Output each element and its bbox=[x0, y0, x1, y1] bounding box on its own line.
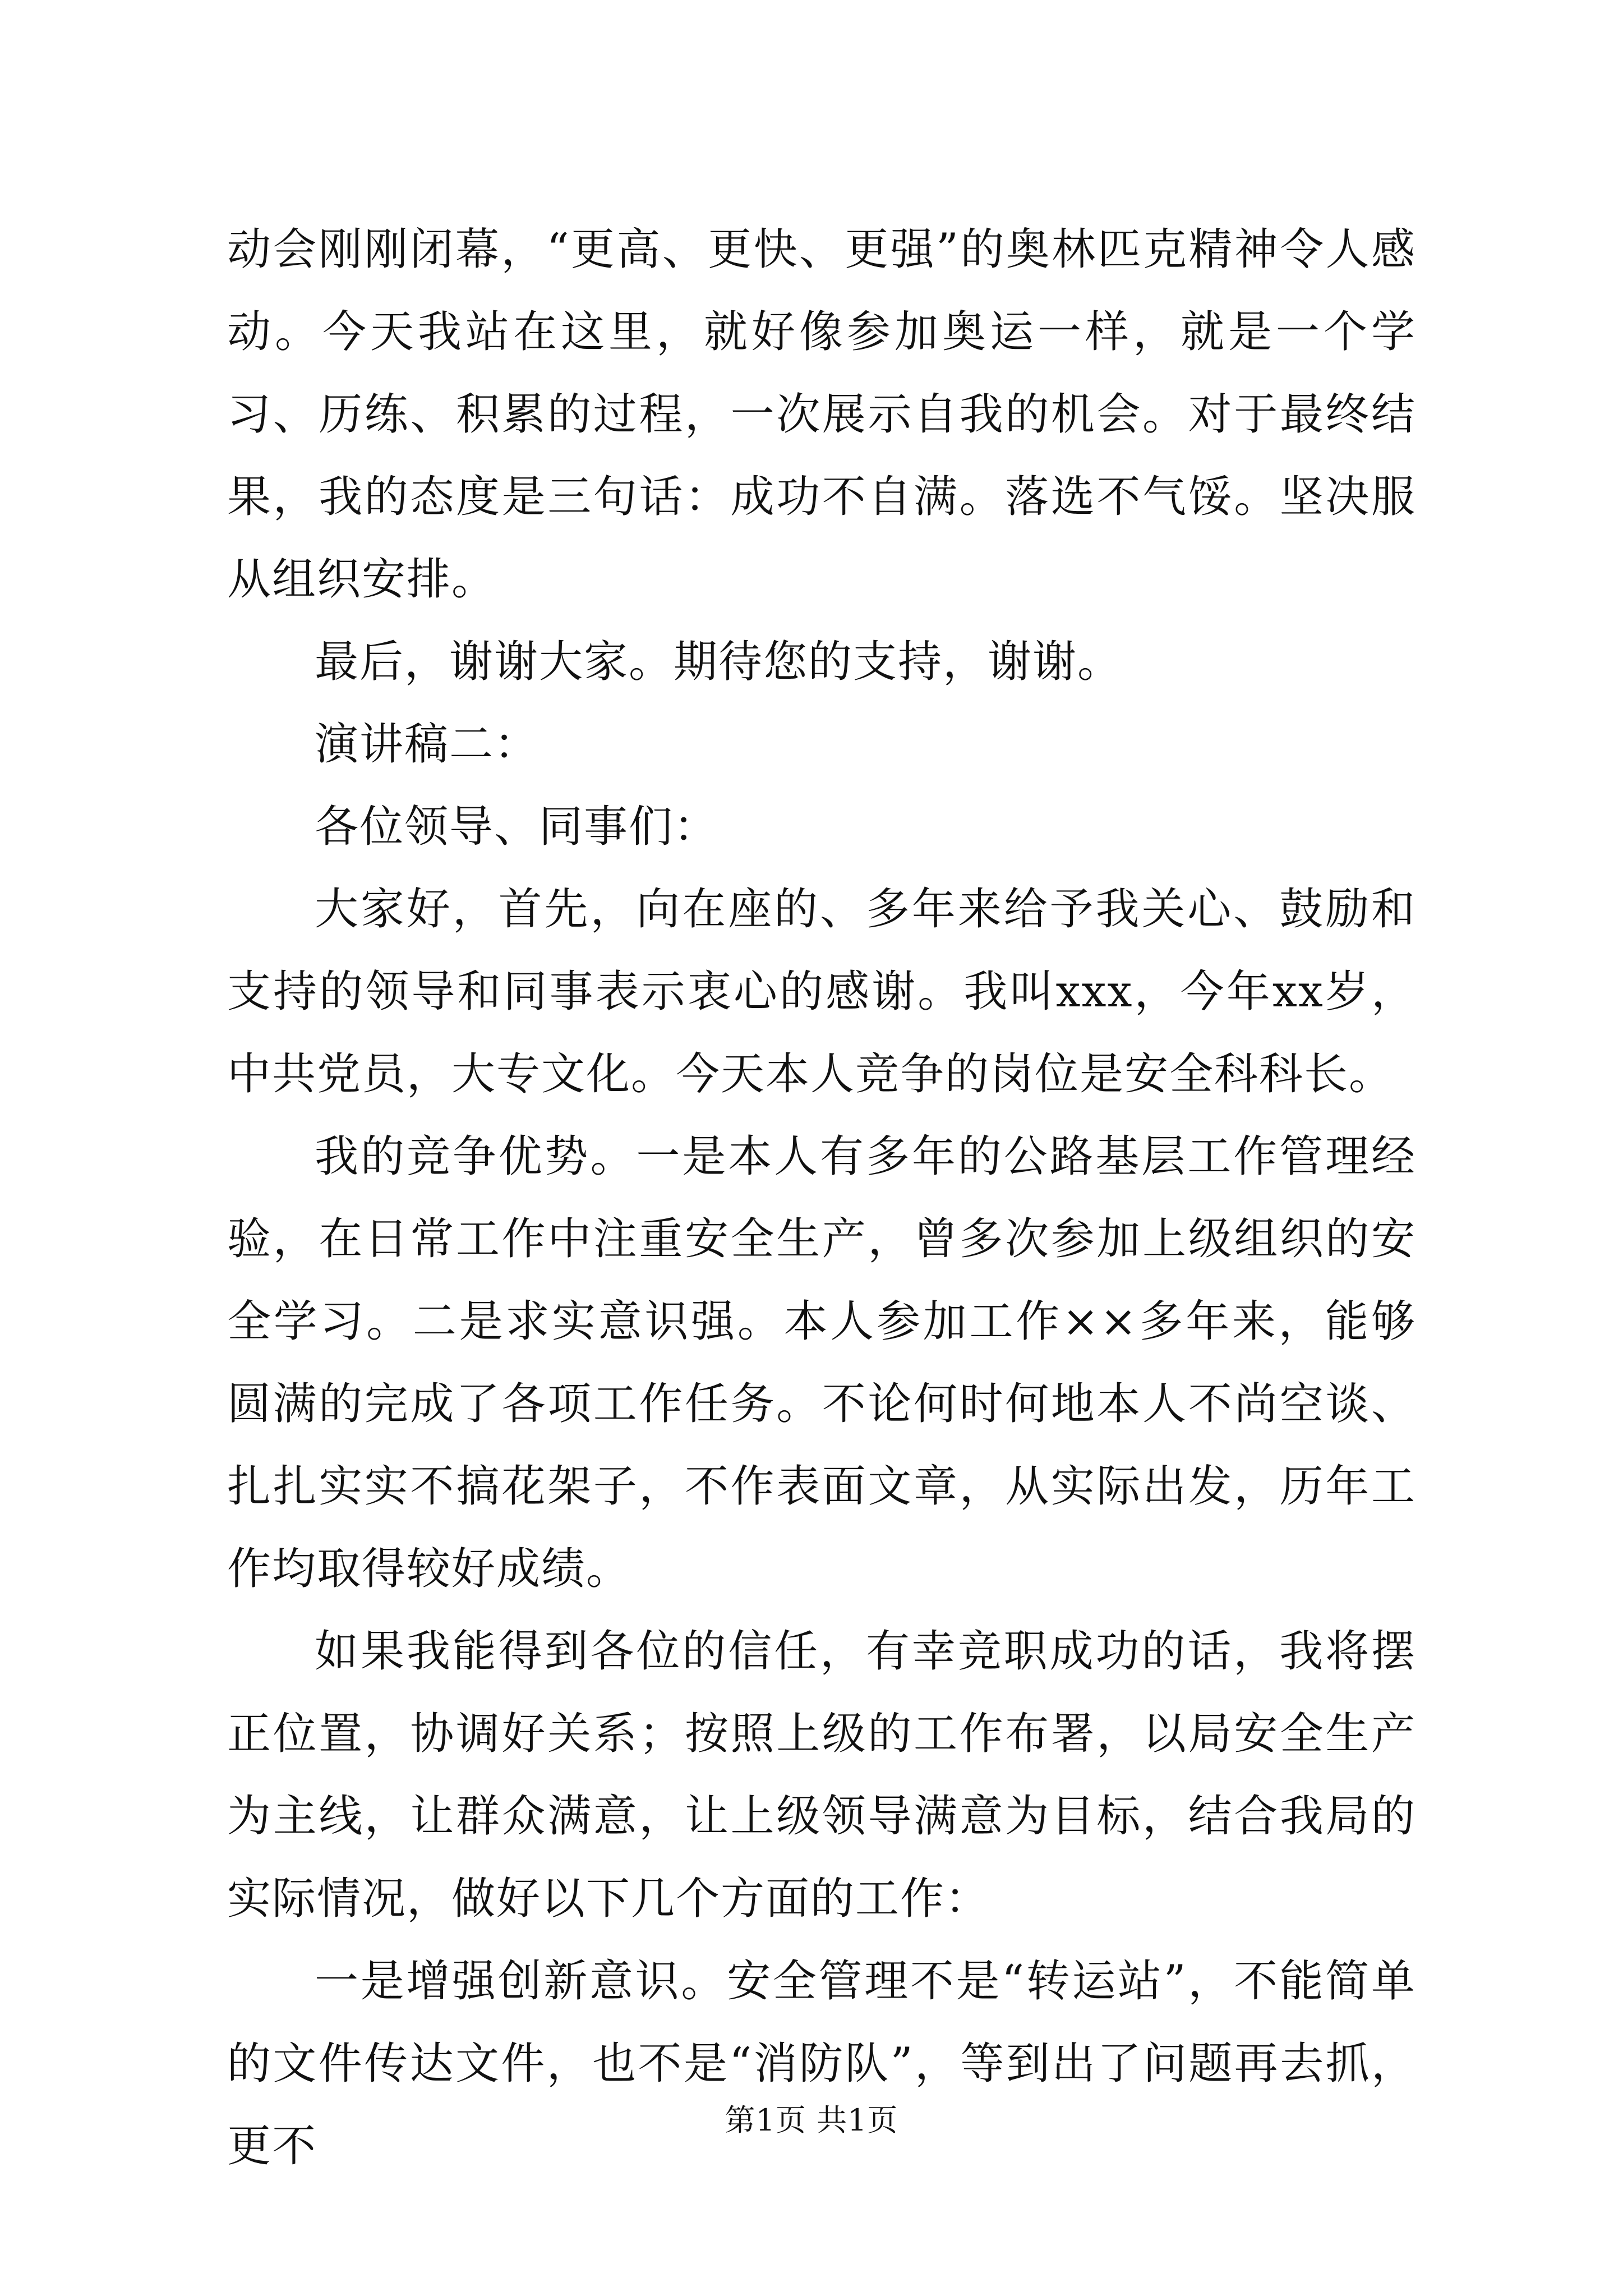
section-heading: 演讲稿二： bbox=[315, 719, 540, 770]
paragraph-innovation: 一是增强创新意识。安全管理不是“转运站”，不能简单的文件传达文件，也不是“消防队”，等到出了问题再去抓，更不 bbox=[227, 1956, 1416, 2171]
paragraph-advantages: 我的竞争优势。一是本人有多年的公路基层工作管理经验，在日常工作中注重安全生产，曾多次参加上级组织的安全学习。二是求实意识强。本人参加工作××多年来，能够圆满的完成了各项工作任务。不论何时何地本人不尚空谈、扎扎实实不搞花架子，不作表面文章，从实际出发，历年工作均取得较好成绩。 bbox=[227, 1131, 1416, 1594]
paragraph-thanks: 最后，谢谢大家。期待您的支持，谢谢。 bbox=[315, 637, 1123, 687]
paragraph-introduction: 大家好，首先，向在座的、多年来给予我关心、鼓励和支持的领导和同事表示衷心的感谢。我叫xxx，今年xx岁，中共党员，大专文化。今天本人竞争的岗位是安全科科长。 bbox=[227, 884, 1416, 1099]
salutation: 各位领导、同事们： bbox=[315, 802, 719, 852]
paragraph-continuation: 动会刚刚闭幕，“更高、更快、更强”的奥林匹克精神令人感动。今天我站在这里，就好像参加奥运一样，就是一个学习、历练、积累的过程，一次展示自我的机会。对于最终结果，我的态度是三句话：成功不自满。落选不气馁。坚决服从组织安排。 bbox=[227, 224, 1416, 605]
paragraph-plan: 如果我能得到各位的信任，有幸竞职成功的话，我将摆正位置，协调好关系；按照上级的工作布署，以局安全生产为主线，让群众满意，让上级领导满意为目标，结合我局的实际情况，做好以下几个方面的工作： bbox=[227, 1626, 1416, 1924]
page-footer: 第1页 共1页 bbox=[725, 2102, 898, 2138]
document-body bbox=[227, 209, 1416, 2188]
